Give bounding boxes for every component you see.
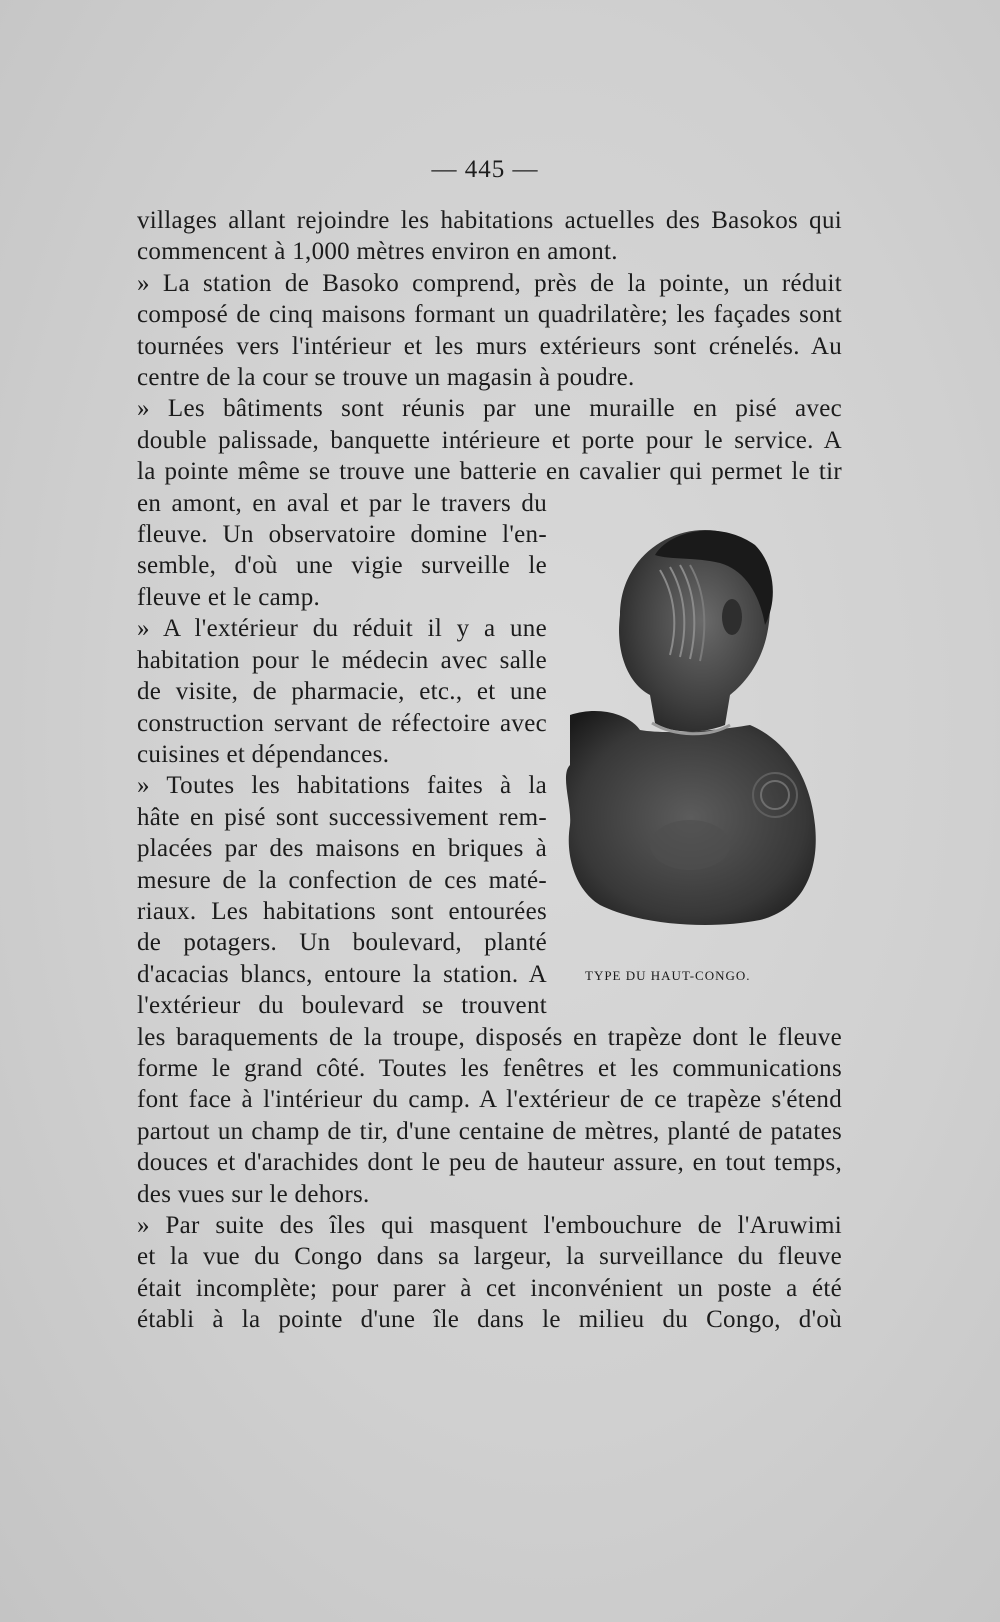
text-line: de potagers. Un boulevard, planté [137, 929, 547, 957]
text-line: mesure de la confection de ces maté- [137, 866, 547, 894]
text-line: établi à la pointe d'une île dans le milieu du Congo, d'où [137, 1306, 842, 1334]
text-line: de visite, de pharmacie, etc., et une [137, 678, 547, 706]
text-line: centre de la cour se trouve un magasin à poudre. [137, 364, 635, 392]
text-line: l'extérieur du boulevard se trouvent [137, 992, 547, 1020]
text-line: composé de cinq maisons formant un quadrilatère; les façades sont [137, 301, 842, 329]
text-line: » Par suite des îles qui masquent l'embouchure de l'Aruwimi [137, 1212, 842, 1239]
text-line: commencent à 1,000 mètres environ en amont. [137, 238, 618, 266]
text-line: habitation pour le médecin avec salle [137, 646, 547, 674]
text-line: en amont, en aval et par le travers du [137, 489, 547, 517]
text-line: d'acacias blancs, entoure la station. A [137, 960, 547, 988]
text-line: » Toutes les habitations faites à la [137, 772, 547, 800]
text-line: fleuve et le camp. [137, 583, 321, 611]
text-line: » A l'extérieur du réduit il y a une [137, 615, 547, 643]
text-line: des vues sur le dehors. [137, 1180, 370, 1208]
text-line: placées par des maisons en briques à [137, 835, 547, 863]
text-line: les baraquements de la troupe, disposés en trapèze dont le fleuve [137, 1023, 842, 1051]
text-line: la pointe même se trouve une batterie en cavalier qui permet le tir [137, 458, 842, 486]
text-line: riaux. Les habitations sont entourées [137, 897, 547, 925]
text-line: forme le grand côté. Toutes les fenêtres et les communications [137, 1054, 842, 1082]
page-number: — 445 — [431, 156, 539, 183]
text-line: » Les bâtiments sont réunis par une muraille en pisé avec [137, 395, 842, 423]
text-line: font face à l'intérieur du camp. A l'extérieur de ce trapèze s'étend [137, 1086, 842, 1114]
portrait-figure [560, 525, 840, 955]
text-line: villages allant rejoindre les habitations actuelles des Basokos qui [137, 207, 842, 234]
text-line: fleuve. Un observatoire domine l'en- [137, 521, 547, 549]
figure-caption: TYPE DU HAUT-CONGO. [585, 968, 751, 983]
portrait-photograph-icon [560, 525, 840, 955]
text-line: tournées vers l'intérieur et les murs extérieurs sont crénelés. Au [137, 332, 842, 360]
text-line: hâte en pisé sont successivement rem- [137, 803, 547, 831]
text-line: construction servant de réfectoire avec [137, 709, 547, 737]
text-line: double palissade, banquette intérieure et porte pour le service. A [137, 426, 842, 454]
text-line: partout un champ de tir, d'une centaine de mètres, planté de patates [137, 1117, 842, 1145]
text-line: était incomplète; pour parer à cet inconvénient un poste a été [137, 1274, 842, 1302]
text-line: cuisines et dépendances. [137, 740, 390, 768]
text-line: douces et d'arachides dont le peu de hauteur assure, en tout temps, [137, 1149, 842, 1177]
text-line: semble, d'où une vigie surveille le [137, 552, 547, 580]
text-line: » La station de Basoko comprend, près de la pointe, un réduit [137, 269, 842, 297]
text-line: et la vue du Congo dans sa largeur, la surveillance du fleuve [137, 1243, 842, 1271]
